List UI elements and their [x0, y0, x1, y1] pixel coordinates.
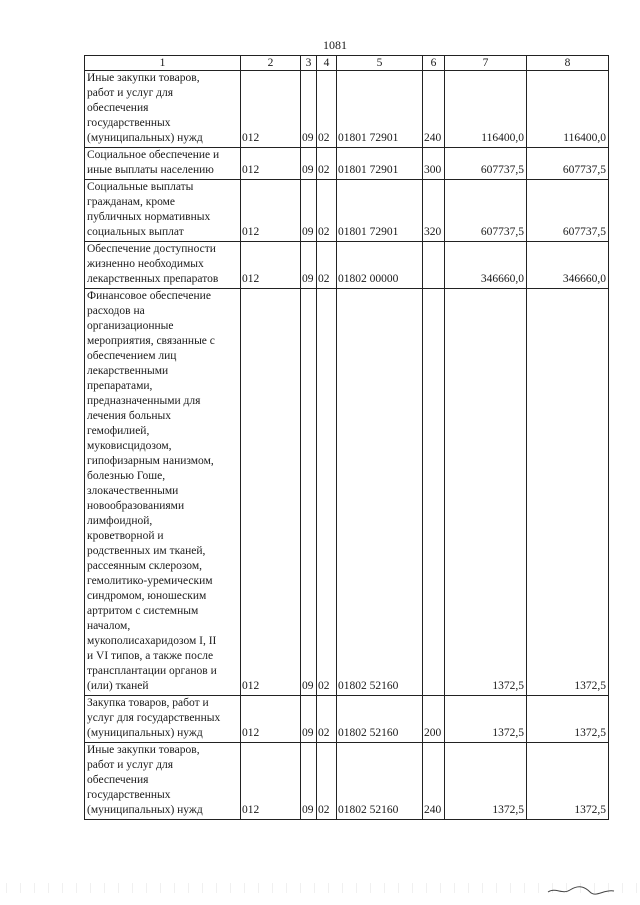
row-name-line: организационные	[87, 320, 174, 332]
section-code-cell: 09	[301, 180, 317, 242]
row-name-line: Финансовое обеспечение	[87, 290, 211, 302]
row-name-cell	[85, 289, 241, 696]
row-name-line: злокачественными	[87, 485, 179, 497]
section-code-cell: 09	[301, 743, 317, 820]
row-name-line: социальных выплат	[87, 226, 184, 238]
table-row	[85, 71, 609, 148]
expense-type-code-cell: 240	[423, 71, 445, 148]
row-name-line: иные выплаты населению	[87, 164, 214, 176]
row-name-line: обеспечением лиц	[87, 350, 177, 362]
ministry-code-cell: 012	[241, 242, 301, 289]
target-item-code-cell: 01802 52160	[337, 696, 423, 743]
row-name-line: государственных	[87, 117, 171, 129]
target-item-code-cell: 01802 52160	[337, 289, 423, 696]
amount-total-cell: 607737,5	[527, 148, 609, 180]
section-code-cell: 09	[301, 289, 317, 696]
row-name-line: Иные закупки товаров,	[87, 72, 200, 84]
page-number: 1081	[323, 38, 347, 52]
row-name-line: началом,	[87, 620, 131, 632]
section-code-cell: 09	[301, 71, 317, 148]
ministry-code-cell: 012	[241, 148, 301, 180]
row-name-line: рассеянным склерозом,	[87, 560, 202, 572]
row-name-line: артритом с системным	[87, 605, 199, 617]
row-name-line: кроветворной и	[87, 530, 164, 542]
row-name-line: Иные закупки товаров,	[87, 744, 200, 756]
row-name-line: Закупка товаров, работ и	[87, 697, 209, 709]
row-name-line: мукополисахаридозом I, II	[87, 635, 217, 647]
row-name-line: препаратами,	[87, 380, 153, 392]
amount-total-cell: 116400,0	[527, 71, 609, 148]
subsection-code-cell: 02	[317, 242, 337, 289]
header-cell: 8	[527, 56, 609, 71]
expense-type-code-cell: 300	[423, 148, 445, 180]
amount-cell: 1372,5	[445, 743, 527, 820]
row-name-line: обеспечения	[87, 774, 149, 786]
subsection-code-cell: 02	[317, 180, 337, 242]
table-row	[85, 148, 609, 180]
table-row	[85, 696, 609, 743]
row-name-cell	[85, 71, 241, 148]
table-row	[85, 743, 609, 820]
ministry-code-cell: 012	[241, 289, 301, 696]
row-name-line: гемолитико-уремическим	[87, 575, 213, 587]
row-name-line: обеспечения	[87, 102, 149, 114]
row-name-line: лекарственными	[87, 365, 169, 377]
row-name-cell	[85, 743, 241, 820]
budget-table	[84, 55, 609, 820]
target-item-code-cell: 01801 72901	[337, 148, 423, 180]
row-name-line: работ и услуг для	[87, 759, 174, 771]
amount-cell: 1372,5	[445, 696, 527, 743]
amount-cell: 1372,5	[445, 289, 527, 696]
row-name-line: (муниципальных) нужд	[87, 727, 203, 739]
header-cell: 5	[337, 56, 423, 71]
subsection-code-cell: 02	[317, 289, 337, 696]
table-header-row	[85, 56, 609, 71]
row-name-line: гипофизарным нанизмом,	[87, 455, 214, 467]
table-row	[85, 289, 609, 696]
row-name-line: публичных нормативных	[87, 211, 211, 223]
header-cell: 4	[317, 56, 337, 71]
subsection-code-cell: 02	[317, 71, 337, 148]
table-row	[85, 180, 609, 242]
row-name-line: Социальные выплаты	[87, 181, 194, 193]
table-row	[85, 242, 609, 289]
amount-cell: 607737,5	[445, 148, 527, 180]
ministry-code-cell: 012	[241, 180, 301, 242]
subsection-code-cell: 02	[317, 148, 337, 180]
section-code-cell: 09	[301, 696, 317, 743]
row-name-line: лимфоидной,	[87, 515, 153, 527]
header-cell: 2	[241, 56, 301, 71]
row-name-line: (муниципальных) нужд	[87, 804, 203, 816]
row-name-line: и VI типов, а также после	[87, 650, 214, 662]
row-name-cell	[85, 148, 241, 180]
row-name-line: (муниципальных) нужд	[87, 132, 203, 144]
row-name-line: работ и услуг для	[87, 87, 174, 99]
table-body	[85, 71, 609, 820]
amount-total-cell: 607737,5	[527, 180, 609, 242]
expense-type-code-cell: 240	[423, 743, 445, 820]
expense-type-code-cell: 320	[423, 180, 445, 242]
row-name-line: лечения больных	[87, 410, 171, 422]
row-name-cell	[85, 180, 241, 242]
amount-total-cell: 1372,5	[527, 696, 609, 743]
row-name-line: Социальное обеспечение и	[87, 149, 220, 161]
row-name-line: жизненно необходимых	[87, 258, 204, 270]
amount-cell: 346660,0	[445, 242, 527, 289]
target-item-code-cell: 01802 00000	[337, 242, 423, 289]
row-name-line: новообразованиями	[87, 500, 185, 512]
row-name-line: синдромом, юношеским	[87, 590, 207, 602]
amount-cell: 607737,5	[445, 180, 527, 242]
row-name-line: трансплантации органов и	[87, 665, 217, 677]
row-name-line: государственных	[87, 789, 171, 801]
row-name-line: Обеспечение доступности	[87, 243, 216, 255]
target-item-code-cell: 01801 72901	[337, 180, 423, 242]
amount-total-cell: 346660,0	[527, 242, 609, 289]
ministry-code-cell: 012	[241, 696, 301, 743]
expense-type-code-cell: 200	[423, 696, 445, 743]
header-cell: 6	[423, 56, 445, 71]
row-name-line: родственных им тканей,	[87, 545, 206, 557]
row-name-line: лекарственных препаратов	[87, 273, 219, 285]
expense-type-code-cell	[423, 242, 445, 289]
subsection-code-cell: 02	[317, 743, 337, 820]
row-name-line: услуг для государственных	[87, 712, 221, 724]
amount-total-cell: 1372,5	[527, 743, 609, 820]
header-cell: 3	[301, 56, 317, 71]
target-item-code-cell: 01802 52160	[337, 743, 423, 820]
ministry-code-cell: 012	[241, 743, 301, 820]
header-cell: 7	[445, 56, 527, 71]
row-name-line: болезнью Гоше,	[87, 470, 166, 482]
row-name-line: предназначенными для	[87, 395, 201, 407]
section-code-cell: 09	[301, 148, 317, 180]
row-name-line: гражданам, кроме	[87, 196, 176, 208]
signature-mark	[546, 883, 616, 897]
expense-type-code-cell	[423, 289, 445, 696]
row-name-line: муковисцидозом,	[87, 440, 172, 452]
row-name-cell	[85, 696, 241, 743]
row-name-line: расходов на	[87, 305, 145, 317]
scan-noise-footer	[0, 883, 640, 893]
header-cell: 1	[85, 56, 241, 71]
row-name-line: мероприятия, связанные с	[87, 335, 215, 347]
amount-cell: 116400,0	[445, 71, 527, 148]
subsection-code-cell: 02	[317, 696, 337, 743]
ministry-code-cell: 012	[241, 71, 301, 148]
amount-total-cell: 1372,5	[527, 289, 609, 696]
section-code-cell: 09	[301, 242, 317, 289]
row-name-line: гемофилией,	[87, 425, 150, 437]
row-name-line: (или) тканей	[87, 680, 149, 692]
target-item-code-cell: 01801 72901	[337, 71, 423, 148]
row-name-cell	[85, 242, 241, 289]
